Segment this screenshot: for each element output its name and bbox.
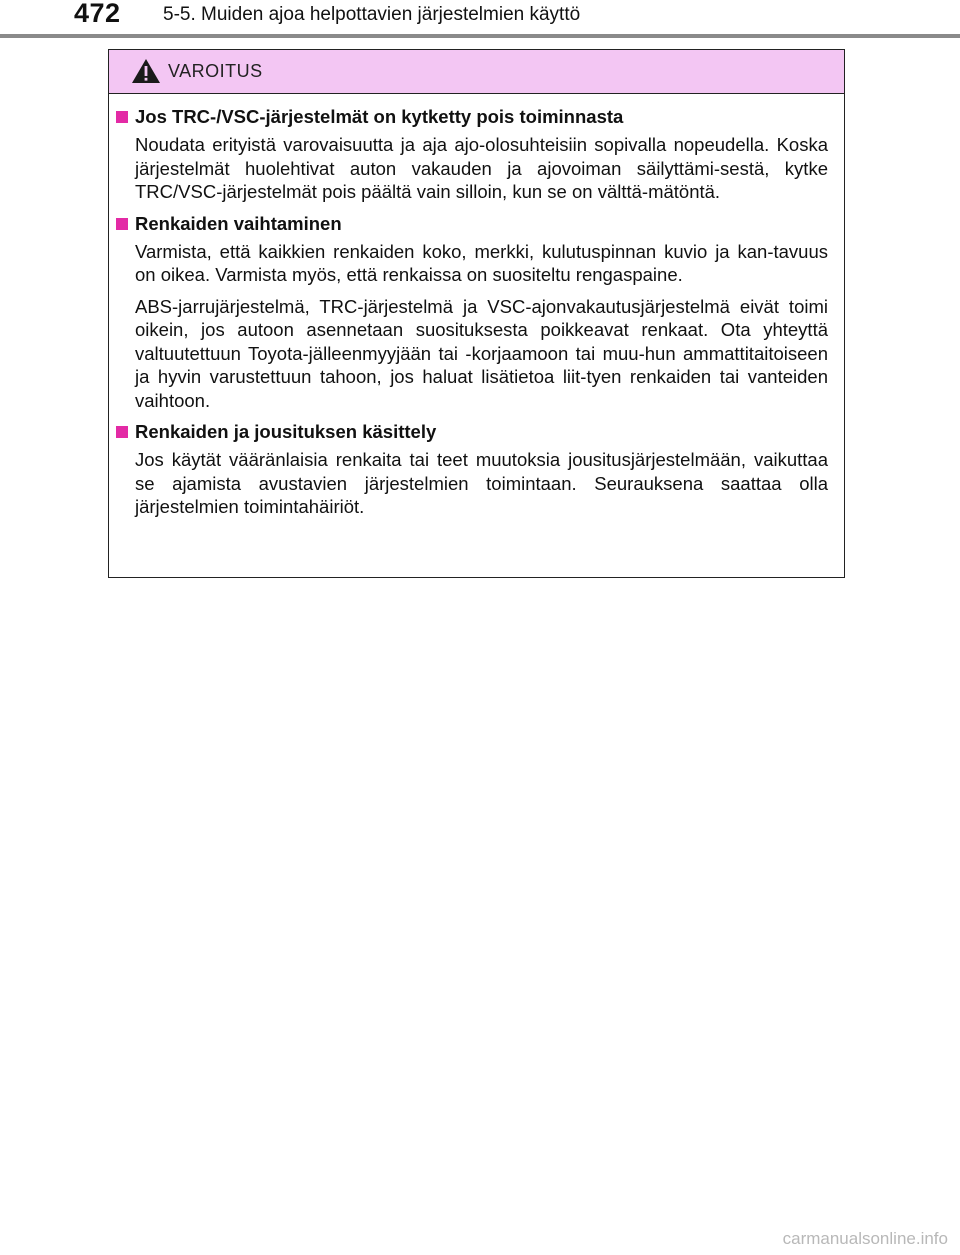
section-paragraph: Noudata erityistä varovaisuutta ja aja ajo-olosuhteisiin sopivalla nopeudella. Koska järjestelmät huolehtivat auton vakauden ja ajovoiman säilyttämi-sestä, kytke TRC/VSC-järjestelmät pois päältä vain silloin, kun se on välttä-mätöntä. <box>135 134 828 202</box>
bullet-square-icon <box>116 111 128 123</box>
warning-section <box>116 212 828 413</box>
section-paragraph: Varmista, että kaikkien renkaiden koko, merkki, kulutuspinnan kuvio ja kan-tavuus on oikea. Varmista myös, että renkaissa on suositeltu rengaspaine. <box>135 240 828 285</box>
section-paragraph: ABS-jarrujärjestelmä, TRC-järjestelmä ja VSC-ajonvakautusjärjestelmä eivät toimi oikein, jos autoon asennetaan suosituksesta poikkeavat renkaat. Ota yhteyttä valtuutettuun Toyota-jälleenmyyjään tai -korjaamoon tai muu-hun ammattitaitoiseen ja hyvin varustettuun tahoon, jos haluat lisätietoa liit-tyen renkaiden tai vanteiden vaihtoon. <box>135 295 828 411</box>
warning-box <box>108 49 845 578</box>
warning-section <box>116 420 828 519</box>
warning-title: VAROITUS <box>168 61 263 81</box>
page-number: 472 <box>74 0 121 28</box>
header-rule <box>0 34 960 38</box>
warning-triangle-icon <box>131 58 161 84</box>
section-heading: Renkaiden ja jousituksen käsittely <box>135 421 437 442</box>
section-paragraph: Jos käytät vääränlaisia renkaita tai teet muutoksia jousitusjärjestelmään, vaikuttaa se ajamista avustavien järjestelmien toimintaan. Seurauksena saattaa olla järjestelmien toimintahäiriöt. <box>135 449 828 517</box>
bullet-square-icon <box>116 426 128 438</box>
warning-section <box>116 105 828 204</box>
running-head: 5-5. Muiden ajoa helpottavien järjestelmien käyttö <box>163 4 581 25</box>
section-heading: Renkaiden vaihtaminen <box>135 212 342 234</box>
bullet-square-icon <box>116 218 128 230</box>
warning-body <box>109 94 844 519</box>
footer-watermark: carmanualsonline.info <box>782 1229 948 1248</box>
section-heading: Jos TRC-/VSC-järjestelmät on kytketty pois toiminnasta <box>135 106 624 127</box>
warning-header <box>109 50 844 94</box>
